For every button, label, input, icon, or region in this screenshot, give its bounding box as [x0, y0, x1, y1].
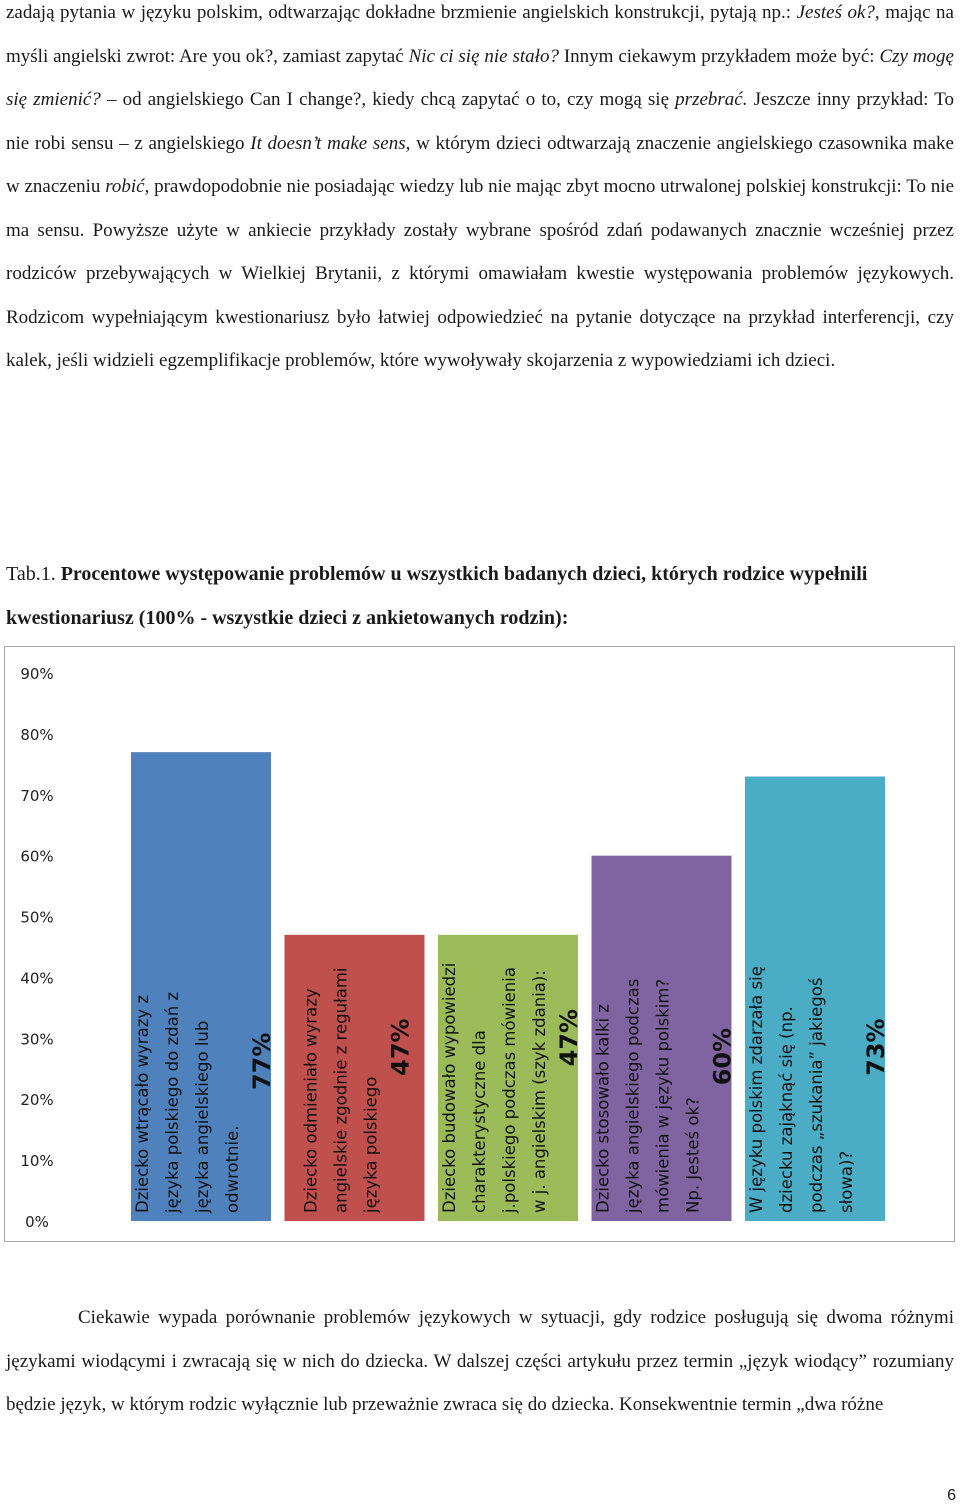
bar-label-line: Dziecko stosowało kalki z	[593, 1004, 613, 1213]
bar-label-line: angielskie zgodnie z regułami	[331, 967, 351, 1213]
y-tick-label: 50%	[20, 908, 54, 927]
bar-label-line: słowa)?	[837, 1150, 856, 1213]
text-run: , prawdopodobnie nie posiadając wiedzy lub nie mając zbyt mocno utrwalonej polskiej konstrukcji: To nie ma sensu. Powyższe użyte w ankiecie przykłady zostały wybrane spośród zdań podawanych znacznie wcześniej przez rodziców przebywających w Wielkiej Brytanii, z którymi omawiałam kwestie występowania problemów językowych. Rodzicom wypełniającym kwestionariusz było łatwiej odpowiedzieć na pytanie dotyczące na przykład interferencji, czy kalek, jeśli widzieli egzemplifikacje problemów, które wywoływały skojarzenia z wypowiedziami ich dzieci.	[6, 176, 954, 371]
y-tick-label: 10%	[20, 1152, 54, 1171]
text-run: – od angielskiego Can I change?, kiedy chcą zapytać o to, czy mogą się	[100, 89, 676, 110]
bar-label-line: języka polskiego do zdań z	[163, 991, 182, 1213]
bar-label-line: Dziecko wtrącało wyrazy z	[133, 994, 152, 1213]
y-tick-label: 60%	[20, 847, 54, 866]
data-label: 47%	[386, 1018, 415, 1076]
bar-label-line: odwrotnie.	[223, 1125, 242, 1213]
table-caption	[6, 553, 954, 640]
body-paragraph-2: Ciekawie wypada porównanie problemów językowych w sytuacji, gdy rodzice posługują się dwoma różnymi językami wiodącymi i zwracają się w nich do dziecka. W dalszej części artykułu przez termin „język wiodący” rozumiany będzie język, w którym rodzic wyłącznie lub przeważnie zwraca się do dziecka. Konsekwentnie termin „dwa różne	[6, 1307, 954, 1415]
bar-label-line: j.polskiego podczas mówienia	[500, 967, 519, 1213]
body-paragraph-1	[6, 0, 954, 383]
y-tick-label: 0%	[25, 1213, 49, 1231]
italic-run: Nic ci się nie stało?	[408, 45, 559, 67]
page-number: 6	[947, 1487, 956, 1504]
caption-title: Procentowe występowanie problemów u wszystkich badanych dzieci, których rodzice wypełnili kwestionariusz (100% - wszystkie dzieci z ankietowanych rodzin):	[6, 563, 868, 629]
italic-run: Jesteś ok?	[796, 2, 875, 23]
italic-run: It doesn’t make sens	[250, 132, 406, 154]
bar-label-line: mówienia w języku polskim?	[653, 978, 673, 1213]
data-label: 47%	[555, 1008, 583, 1067]
bar-label-line: języka angielskiego lub	[193, 1020, 212, 1213]
bar-label-line: W języku polskim zdarzała się	[747, 966, 766, 1213]
bar-label-line: charakterystyczne dla	[470, 1030, 489, 1213]
y-tick-label: 80%	[20, 725, 54, 744]
text-run: , w którym dzieci odtwarzają znaczenie angielskiego czasownika make w znaczeniu	[6, 132, 954, 197]
y-tick-label: 70%	[20, 786, 54, 805]
italic-run: przebrać.	[675, 89, 748, 110]
caption-prefix: Tab.1.	[6, 563, 61, 585]
y-tick-label: 40%	[20, 969, 54, 988]
bar-label-line: Dziecko budowało wypowiedzi	[440, 962, 459, 1213]
text-run: Innym ciekawym przykładem może być:	[558, 45, 880, 67]
text-run: zadają pytania w języku polskim, odtwarzając dokładne brzmienie angielskich konstrukcji, pytają np.:	[6, 2, 797, 23]
data-label: 73%	[862, 1018, 890, 1076]
text-run: Jeszcze inny przykład: To nie robi sensu – z angielskiego	[6, 89, 954, 154]
bar-label-line: w j. angielskim (szyk zdania):	[530, 970, 549, 1213]
data-label: 60%	[708, 1027, 737, 1086]
bar-label-line: języka polskiego	[361, 1076, 381, 1213]
y-tick-label: 30%	[20, 1030, 54, 1049]
bar-label-line: Dziecko odmieniało wyrazy	[301, 988, 321, 1213]
bar-label-line: dziecku zająknąć się (np.	[777, 1006, 796, 1213]
italic-run: robić	[105, 176, 145, 197]
bar-chart-svg	[5, 647, 956, 1243]
data-label: 77%	[248, 1032, 276, 1091]
text-run: , mając na myśli angielski zwrot: Are you ok?, zamiast zapytać	[6, 2, 954, 67]
y-tick-label: 90%	[20, 665, 54, 683]
italic-run: Czy mogę się zmienić?	[6, 45, 954, 110]
bar-chart	[4, 646, 955, 1242]
bar-label-line: języka angielskiego podczas	[623, 978, 643, 1213]
bar-label-line: podczas „szukania” jakiegoś	[807, 977, 826, 1213]
bar-label-line: Np. Jesteś ok?	[683, 1097, 703, 1213]
y-tick-label: 20%	[20, 1091, 54, 1110]
